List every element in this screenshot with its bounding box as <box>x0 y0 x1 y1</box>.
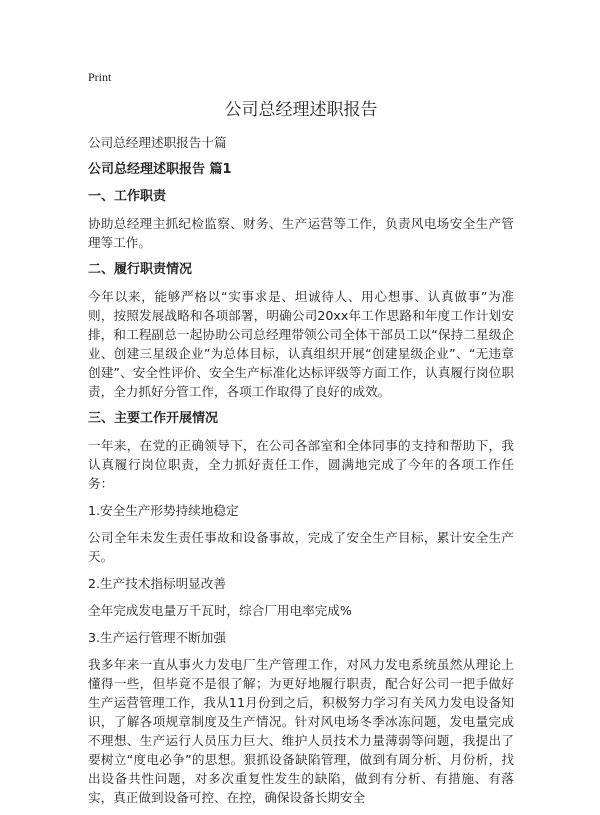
print-label: Print <box>88 70 112 84</box>
section-paragraph: 今年以来，能够严格以“实事求是、坦诚待人、用心想事、认真做事”为准则，按照发展战略和各项部署，明确公司20xx年工作思路和年度工作计划安排，和工程副总一起协助公司总经理带领公司全体干部员工以“保持二星级企业、创建三星级企业”为总体目标，认真组织开展“创建星级企业”、“无违章创建”、安全性评价、安全生产标准化达标评级等方面工作，认真履行岗位职责，全力抓好分管工作，各项工作取得了良好的成效。 <box>88 289 514 399</box>
item-title: 1.安全生产形势持续地稳定 <box>88 503 239 518</box>
section-heading: 一、工作职责 <box>88 189 167 204</box>
section-heading: 三、主要工作开展情况 <box>88 411 219 426</box>
document-subtitle: 公司总经理述职报告十篇 <box>88 135 227 150</box>
document-page <box>88 70 514 815</box>
item-paragraph: 全年完成发电量万千瓦时，综合厂用电率完成% <box>88 603 352 618</box>
item-title: 2.生产技术指标明显改善 <box>88 576 226 591</box>
document-title: 公司总经理述职报告 <box>224 100 378 120</box>
item-title: 3.生产运行管理不断加强 <box>88 630 226 645</box>
section-heading: 二、履行职责情况 <box>88 262 193 277</box>
article-heading: 公司总经理述职报告 篇1 <box>88 162 232 177</box>
item-paragraph: 我多年来一直从事火力发电厂生产管理工作，对风力发电系统虽然从理论上懂得一些，但毕竟不是很了解；为更好地履行职责，配合好公司一把手做好生产运营管理工作，我从11月份到之后，积极努力学习有关风力发电设备知识，了解各项规章制度及生产情况。针对风电场冬季冰冻问题，发电量完成不理想、生产运行人员压力巨大、维护人员技术力量薄弱等问题，我提出了要树立“度电必争”的思想。狠抓设备缺陷管理，做到有周分析、月份析，找出设备共性问题，对多次重复性发生的缺陷，做到有分析、有措施、有落实，真正做到设备可控、在控，确保设备长期安全 <box>88 657 514 805</box>
section-paragraph: 一年来，在党的正确领导下，在公司各部室和全体同事的支持和帮助下，我认真履行岗位职责，全力抓好责任工作，圆满地完成了今年的各项工作任务： <box>88 438 514 491</box>
item-paragraph: 公司全年未发生责任事故和设备事故，完成了安全生产目标，累计安全生产天。 <box>88 530 514 564</box>
section-paragraph: 协助总经理主抓纪检监察、财务、生产运营等工作，负责风电场安全生产管理等工作。 <box>88 216 514 250</box>
